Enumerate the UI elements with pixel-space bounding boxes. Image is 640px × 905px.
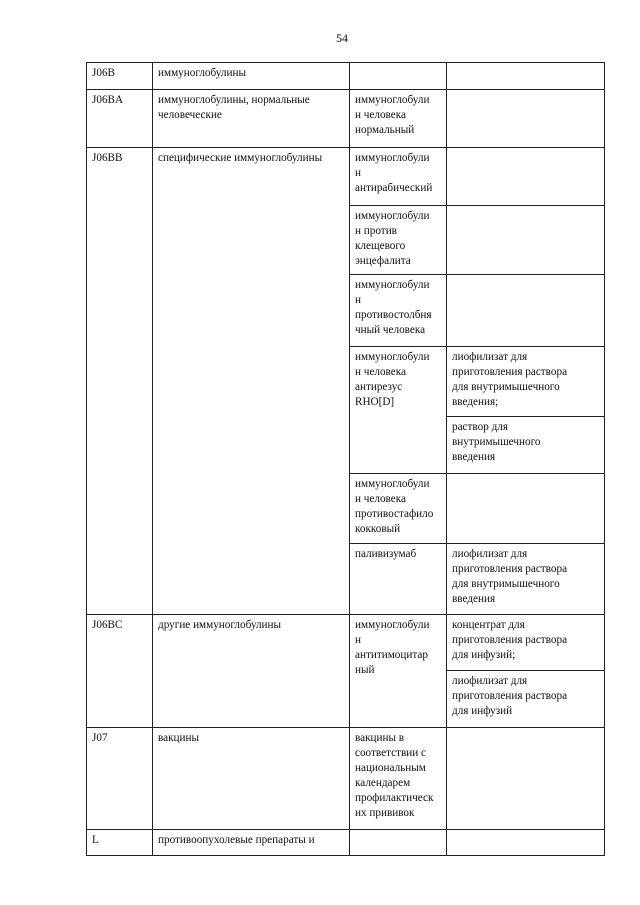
atc-code-cell: J06BA bbox=[87, 90, 153, 148]
group-name-cell: другие иммуноглобулины bbox=[153, 615, 350, 728]
dosage-form-cell bbox=[447, 474, 605, 544]
dosage-form-cell: лиофилизат для приготовления раствора для инфузий bbox=[447, 671, 605, 728]
table-row bbox=[87, 830, 605, 856]
table-row bbox=[87, 728, 605, 830]
dosage-form-cell bbox=[447, 275, 605, 347]
drug-name-cell: паливизумаб bbox=[350, 544, 447, 615]
group-name-cell: специфические иммуноглобулины bbox=[153, 148, 350, 615]
atc-code-cell: L bbox=[87, 830, 153, 856]
drug-name-cell bbox=[350, 830, 447, 856]
drug-name-cell: иммуноглобули н человека антирезус RHO[D] bbox=[350, 347, 447, 474]
dosage-form-cell bbox=[447, 206, 605, 275]
atc-code-cell: J06B bbox=[87, 63, 153, 90]
table-row bbox=[87, 615, 605, 671]
drug-name-cell: иммуноглобули н антирабический bbox=[350, 148, 447, 206]
table-row bbox=[87, 63, 605, 90]
group-name-cell: иммуноглобулины, нормальные человеческие bbox=[153, 90, 350, 148]
atc-code-cell: J06BB bbox=[87, 148, 153, 615]
drug-name-cell: иммуноглобули н человека нормальный bbox=[350, 90, 447, 148]
atc-code-cell: J06BC bbox=[87, 615, 153, 728]
dosage-form-cell: концентрат для приготовления раствора для инфузий; bbox=[447, 615, 605, 671]
drug-name-cell: иммуноглобули н против клещевого энцефалита bbox=[350, 206, 447, 275]
table-row bbox=[87, 90, 605, 148]
page-number: 54 bbox=[336, 31, 348, 45]
group-name-cell: иммуноглобулины bbox=[153, 63, 350, 90]
dosage-form-cell: лиофилизат для приготовления раствора для внутримышечного введения bbox=[447, 544, 605, 615]
dosage-form-cell bbox=[447, 63, 605, 90]
dosage-form-cell bbox=[447, 830, 605, 856]
drug-name-cell: иммуноглобули н противостолбня чный человека bbox=[350, 275, 447, 347]
table-row bbox=[87, 148, 605, 206]
atc-code-cell: J07 bbox=[87, 728, 153, 830]
drug-name-cell bbox=[350, 63, 447, 90]
dosage-form-cell: раствор для внутримышечного введения bbox=[447, 417, 605, 474]
group-name-cell: вакцины bbox=[153, 728, 350, 830]
dosage-form-cell bbox=[447, 90, 605, 148]
drug-classification-table bbox=[86, 62, 605, 856]
drug-name-cell: вакцины в соответствии с национальным календарем профилактическ их прививок bbox=[350, 728, 447, 830]
dosage-form-cell bbox=[447, 148, 605, 206]
drug-name-cell: иммуноглобули н человека противостафило кокковый bbox=[350, 474, 447, 544]
dosage-form-cell bbox=[447, 728, 605, 830]
drug-name-cell: иммуноглобули н антитимоцитар ный bbox=[350, 615, 447, 728]
group-name-cell: противоопухолевые препараты и bbox=[153, 830, 350, 856]
dosage-form-cell: лиофилизат для приготовления раствора для внутримышечного введения; bbox=[447, 347, 605, 417]
